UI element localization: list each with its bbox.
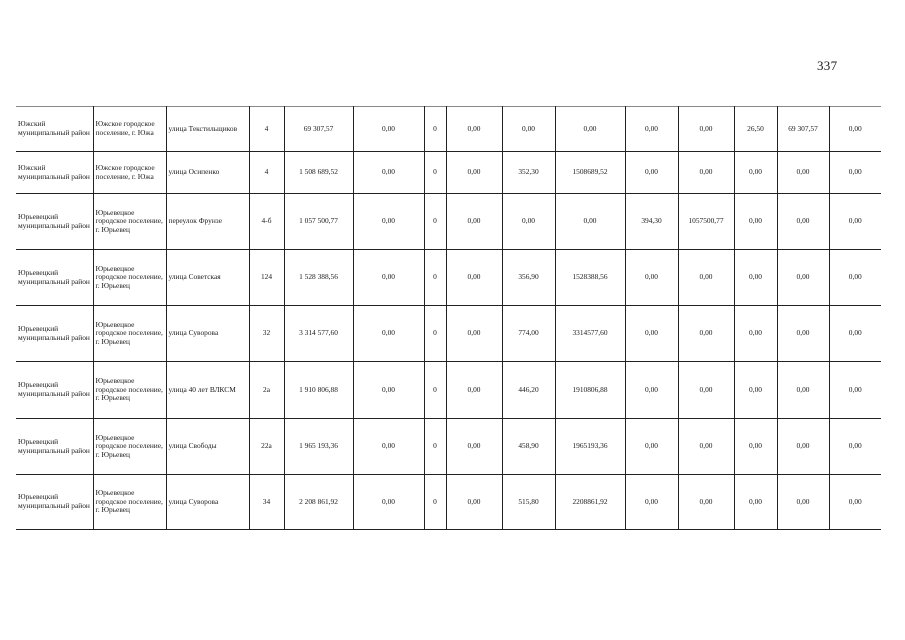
- value-cell: 0,00: [829, 250, 881, 306]
- housing-register-table: [16, 106, 881, 530]
- table-row: [16, 194, 881, 250]
- house-cell: 22а: [249, 419, 284, 475]
- value-cell: 0,00: [353, 194, 424, 250]
- value-cell: 774,00: [502, 306, 555, 362]
- value-cell: 356,90: [502, 250, 555, 306]
- value-cell: 0,00: [734, 152, 777, 194]
- total-cost-cell: 1 057 500,77: [284, 194, 353, 250]
- table-row: [16, 306, 881, 362]
- value-cell: 0,00: [678, 306, 734, 362]
- table-row: [16, 152, 881, 194]
- house-cell: 124: [249, 250, 284, 306]
- table-row: [16, 362, 881, 419]
- value-cell: 0,00: [502, 107, 555, 152]
- value-cell: 1057500,77: [678, 194, 734, 250]
- total-cost-cell: 2 208 861,92: [284, 475, 353, 530]
- value-cell: 0,00: [829, 362, 881, 419]
- street-cell: переулок Фрунзе: [166, 194, 249, 250]
- total-cost-cell: 1 508 689,52: [284, 152, 353, 194]
- value-cell: 0,00: [625, 475, 678, 530]
- value-cell: 0,00: [625, 419, 678, 475]
- settlement-cell: Юрьевецкое городское поселение, г. Юрьевец: [93, 419, 166, 475]
- value-cell: 0,00: [678, 362, 734, 419]
- value-cell: 0,00: [829, 306, 881, 362]
- total-cost-cell: 1 965 193,36: [284, 419, 353, 475]
- value-cell: 0,00: [734, 306, 777, 362]
- district-cell: Юрьевецкий муниципальный район: [16, 475, 93, 530]
- value-cell: 0,00: [353, 250, 424, 306]
- street-cell: улица 40 лет ВЛКСМ: [166, 362, 249, 419]
- value-cell: 0,00: [353, 107, 424, 152]
- house-cell: 4-б: [249, 194, 284, 250]
- value-cell: 0: [424, 475, 446, 530]
- value-cell: 0,00: [734, 250, 777, 306]
- value-cell: 458,90: [502, 419, 555, 475]
- settlement-cell: Юрьевецкое городское поселение, г. Юрьевец: [93, 194, 166, 250]
- district-cell: Южский муниципальный район: [16, 152, 93, 194]
- value-cell: 0,00: [353, 152, 424, 194]
- table-row: [16, 250, 881, 306]
- value-cell: 0,00: [353, 419, 424, 475]
- value-cell: 26,50: [734, 107, 777, 152]
- value-cell: 1965193,36: [555, 419, 625, 475]
- value-cell: 0,00: [446, 362, 502, 419]
- value-cell: 0,00: [353, 475, 424, 530]
- value-cell: 0,00: [555, 194, 625, 250]
- value-cell: 0,00: [734, 475, 777, 530]
- value-cell: 0,00: [678, 107, 734, 152]
- value-cell: 0,00: [829, 419, 881, 475]
- value-cell: 0,00: [777, 475, 829, 530]
- settlement-cell: Юрьевецкое городское поселение, г. Юрьевец: [93, 362, 166, 419]
- district-cell: Юрьевецкий муниципальный район: [16, 250, 93, 306]
- value-cell: 0,00: [777, 306, 829, 362]
- value-cell: 515,80: [502, 475, 555, 530]
- street-cell: улица Советская: [166, 250, 249, 306]
- value-cell: 1910806,88: [555, 362, 625, 419]
- value-cell: 1528388,56: [555, 250, 625, 306]
- value-cell: 0,00: [777, 194, 829, 250]
- settlement-cell: Юрьевецкое городское поселение, г. Юрьевец: [93, 475, 166, 530]
- value-cell: 0,00: [829, 194, 881, 250]
- table-row: [16, 475, 881, 530]
- page-number: 337: [817, 58, 838, 73]
- value-cell: 0,00: [446, 475, 502, 530]
- value-cell: 0,00: [777, 152, 829, 194]
- street-cell: улица Суворова: [166, 475, 249, 530]
- value-cell: 352,30: [502, 152, 555, 194]
- table-row: [16, 107, 881, 152]
- value-cell: 0,00: [353, 362, 424, 419]
- value-cell: 0,00: [446, 306, 502, 362]
- value-cell: 0,00: [625, 107, 678, 152]
- value-cell: 0,00: [678, 152, 734, 194]
- value-cell: 0: [424, 107, 446, 152]
- value-cell: 1508689,52: [555, 152, 625, 194]
- value-cell: 0,00: [829, 475, 881, 530]
- value-cell: 0,00: [625, 152, 678, 194]
- district-cell: Юрьевецкий муниципальный район: [16, 419, 93, 475]
- settlement-cell: Южское городское поселение, г. Южа: [93, 152, 166, 194]
- value-cell: 0,00: [829, 152, 881, 194]
- total-cost-cell: 1 528 388,56: [284, 250, 353, 306]
- value-cell: 0,00: [446, 194, 502, 250]
- value-cell: 69 307,57: [777, 107, 829, 152]
- district-cell: Юрьевецкий муниципальный район: [16, 362, 93, 419]
- value-cell: 0,00: [625, 362, 678, 419]
- value-cell: 0,00: [555, 107, 625, 152]
- value-cell: 0,00: [777, 362, 829, 419]
- house-cell: 34: [249, 475, 284, 530]
- value-cell: 0,00: [502, 194, 555, 250]
- value-cell: 2208861,92: [555, 475, 625, 530]
- value-cell: 0,00: [353, 306, 424, 362]
- table-row: [16, 419, 881, 475]
- value-cell: 0,00: [625, 306, 678, 362]
- value-cell: 0,00: [446, 419, 502, 475]
- total-cost-cell: 3 314 577,60: [284, 306, 353, 362]
- street-cell: улица Текстильщиков: [166, 107, 249, 152]
- house-cell: 4: [249, 152, 284, 194]
- street-cell: улица Осипенко: [166, 152, 249, 194]
- value-cell: 0: [424, 250, 446, 306]
- house-cell: 32: [249, 306, 284, 362]
- settlement-cell: Южское городское поселение, г. Южа: [93, 107, 166, 152]
- district-cell: Южский муниципальный район: [16, 107, 93, 152]
- house-cell: 4: [249, 107, 284, 152]
- value-cell: 446,20: [502, 362, 555, 419]
- settlement-cell: Юрьевецкое городское поселение, г. Юрьевец: [93, 306, 166, 362]
- value-cell: 0,00: [678, 475, 734, 530]
- value-cell: 0,00: [777, 419, 829, 475]
- value-cell: 0: [424, 362, 446, 419]
- value-cell: 0,00: [625, 250, 678, 306]
- value-cell: 0,00: [777, 250, 829, 306]
- total-cost-cell: 1 910 806,88: [284, 362, 353, 419]
- value-cell: 0,00: [446, 250, 502, 306]
- value-cell: 3314577,60: [555, 306, 625, 362]
- value-cell: 0: [424, 194, 446, 250]
- value-cell: 0,00: [734, 362, 777, 419]
- settlement-cell: Юрьевецкое городское поселение, г. Юрьевец: [93, 250, 166, 306]
- value-cell: 0: [424, 152, 446, 194]
- value-cell: 394,30: [625, 194, 678, 250]
- street-cell: улица Свободы: [166, 419, 249, 475]
- value-cell: 0,00: [678, 419, 734, 475]
- street-cell: улица Суворова: [166, 306, 249, 362]
- total-cost-cell: 69 307,57: [284, 107, 353, 152]
- value-cell: 0,00: [446, 107, 502, 152]
- value-cell: 0,00: [734, 419, 777, 475]
- value-cell: 0,00: [734, 194, 777, 250]
- value-cell: 0: [424, 306, 446, 362]
- house-cell: 2а: [249, 362, 284, 419]
- value-cell: 0,00: [829, 107, 881, 152]
- district-cell: Юрьевецкий муниципальный район: [16, 194, 93, 250]
- value-cell: 0: [424, 419, 446, 475]
- value-cell: 0,00: [678, 250, 734, 306]
- district-cell: Юрьевецкий муниципальный район: [16, 306, 93, 362]
- value-cell: 0,00: [446, 152, 502, 194]
